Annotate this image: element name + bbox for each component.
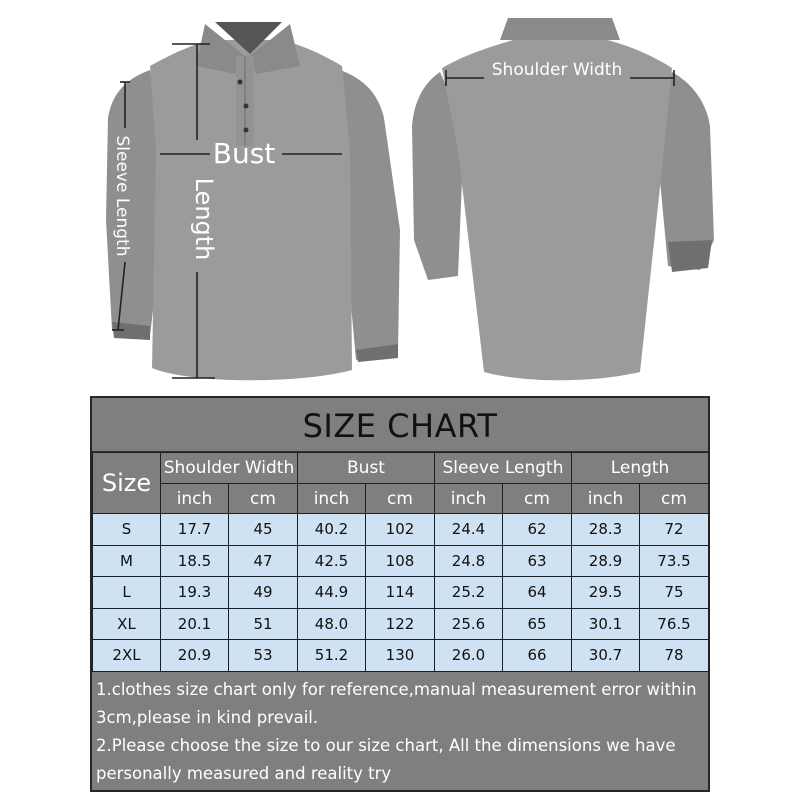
value-cell: 75 — [640, 577, 709, 609]
value-cell: 63 — [503, 545, 572, 577]
value-cell: 47 — [229, 545, 298, 577]
value-cell: 73.5 — [640, 545, 709, 577]
value-cell: 122 — [366, 608, 435, 640]
size-cell: XL — [93, 608, 161, 640]
bust-label: Bust — [212, 137, 276, 170]
unit-header: inch — [435, 484, 503, 514]
shirt-illustration — [0, 0, 800, 395]
value-cell: 114 — [366, 577, 435, 609]
size-column-header: Size — [93, 453, 161, 514]
value-cell: 28.9 — [572, 545, 640, 577]
table-row — [93, 514, 709, 546]
unit-header: cm — [503, 484, 572, 514]
value-cell: 28.3 — [572, 514, 640, 546]
value-cell: 49 — [229, 577, 298, 609]
value-cell: 25.2 — [435, 577, 503, 609]
group-header: Sleeve Length — [435, 453, 572, 484]
size-chart — [90, 396, 710, 792]
unit-header: inch — [572, 484, 640, 514]
length-label: Length — [190, 177, 218, 261]
value-cell: 24.4 — [435, 514, 503, 546]
shirt-diagram — [0, 0, 800, 395]
front-shirt — [106, 22, 400, 380]
value-cell: 53 — [229, 640, 298, 672]
unit-header: inch — [161, 484, 229, 514]
unit-header: cm — [229, 484, 298, 514]
value-cell: 26.0 — [435, 640, 503, 672]
size-cell: L — [93, 577, 161, 609]
value-cell: 24.8 — [435, 545, 503, 577]
value-cell: 17.7 — [161, 514, 229, 546]
value-cell: 30.7 — [572, 640, 640, 672]
sleeve-length-label: Sleeve Length — [112, 135, 132, 257]
value-cell: 42.5 — [298, 545, 366, 577]
table-row — [93, 608, 709, 640]
chart-title: SIZE CHART — [92, 398, 708, 452]
size-rows — [93, 514, 709, 672]
notes — [96, 676, 706, 788]
size-cell: M — [93, 545, 161, 577]
value-cell: 48.0 — [298, 608, 366, 640]
value-cell: 76.5 — [640, 608, 709, 640]
group-header: Bust — [298, 453, 435, 484]
group-header: Length — [572, 453, 709, 484]
value-cell: 65 — [503, 608, 572, 640]
size-cell: S — [93, 514, 161, 546]
value-cell: 62 — [503, 514, 572, 546]
group-header: Shoulder Width — [161, 453, 298, 484]
unit-header: cm — [366, 484, 435, 514]
note-1: 1.clothes size chart only for reference,manual measurement error within 3cm,please in kind prevail. — [96, 680, 697, 727]
value-cell: 44.9 — [298, 577, 366, 609]
table-row — [93, 577, 709, 609]
value-cell: 40.2 — [298, 514, 366, 546]
value-cell: 19.3 — [161, 577, 229, 609]
value-cell: 130 — [366, 640, 435, 672]
unit-header: cm — [640, 484, 709, 514]
value-cell: 108 — [366, 545, 435, 577]
value-cell: 18.5 — [161, 545, 229, 577]
size-cell: 2XL — [93, 640, 161, 672]
table-row — [93, 640, 709, 672]
note-2: 2.Please choose the size to our size chart, All the dimensions we have personally measured and reality try — [96, 736, 676, 783]
table-row — [93, 545, 709, 577]
value-cell: 29.5 — [572, 577, 640, 609]
value-cell: 51 — [229, 608, 298, 640]
value-cell: 51.2 — [298, 640, 366, 672]
value-cell: 64 — [503, 577, 572, 609]
value-cell: 20.1 — [161, 608, 229, 640]
value-cell: 66 — [503, 640, 572, 672]
value-cell: 102 — [366, 514, 435, 546]
unit-header: inch — [298, 484, 366, 514]
value-cell: 78 — [640, 640, 709, 672]
shoulder-width-label: Shoulder Width — [491, 60, 623, 80]
value-cell: 20.9 — [161, 640, 229, 672]
value-cell: 30.1 — [572, 608, 640, 640]
value-cell: 45 — [229, 514, 298, 546]
value-cell: 72 — [640, 514, 709, 546]
value-cell: 25.6 — [435, 608, 503, 640]
size-table — [92, 452, 709, 672]
